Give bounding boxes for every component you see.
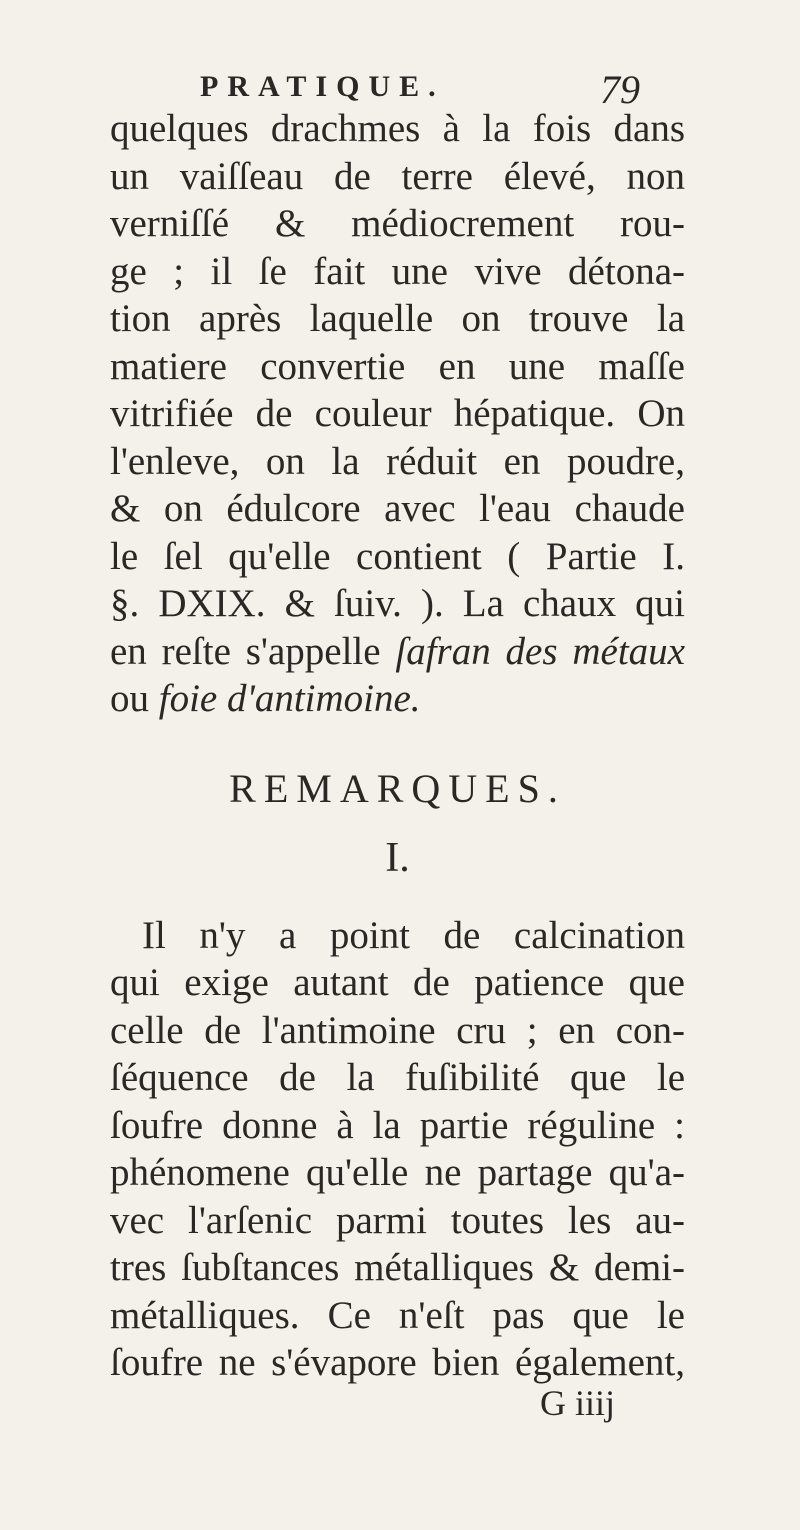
text-line: l'enleve, on la réduit en poudre,	[110, 439, 685, 483]
text-line: & on édulcore avec l'eau chaude	[110, 487, 685, 530]
text-line: vec l'arſenic parmi toutes les au-	[110, 1198, 685, 1242]
signature-mark: G iiij	[539, 1382, 615, 1423]
text-line: un vaiſſeau de terre élevé, non	[110, 154, 685, 198]
text-segment: en reſte s'appelle	[110, 629, 396, 673]
text-line: matiere convertie en une maſſe	[110, 344, 685, 388]
text-segment: ou	[110, 677, 159, 720]
text-line: métalliques. Ce n'eſt pas que le	[110, 1293, 685, 1337]
text-line: tion après laquelle on trouve la	[110, 297, 685, 340]
italic-term: ſafran des métaux	[395, 629, 685, 673]
text-line: verniſſé & médiocrement rou-	[110, 202, 685, 245]
text-line	[110, 675, 685, 723]
text-line: Il n'y a point de calcination	[142, 913, 685, 957]
text-line: ſéquence de la fuſibilité que le	[110, 1056, 685, 1099]
section-number: I.	[385, 834, 410, 881]
text-line: ſoufre ne s'évapore bien également,	[110, 1341, 685, 1384]
text-line: qui exige autant de patience que	[110, 961, 685, 1004]
text-line: le ſel qu'elle contient ( Partie I.	[110, 534, 685, 578]
text-line: tres ſubſtances métalliques & demi-	[110, 1246, 685, 1289]
body-text	[110, 105, 685, 1423]
text-line: quelques drachmes à la fois dans	[110, 107, 685, 150]
text-line: §. DXIX. & ſuiv. ). La chaux qui	[110, 582, 685, 625]
text-line: vitrifiée de couleur hépatique. On	[110, 392, 685, 435]
text-line: ge ; il ſe fait une vive détona-	[110, 249, 685, 293]
page-number: 79	[600, 67, 640, 112]
section-heading: REMARQUES.	[229, 765, 566, 811]
paragraph-2	[110, 912, 685, 1387]
italic-term: foie d'antimoine.	[158, 677, 421, 720]
text-line	[110, 628, 685, 676]
text-line: ſoufre donne à la partie réguline :	[110, 1103, 685, 1147]
text-line: celle de l'antimoine cru ; en con-	[110, 1008, 685, 1052]
page-header	[200, 67, 640, 112]
text-line: phénomene qu'elle ne partage qu'a-	[110, 1151, 685, 1194]
paragraph-1	[110, 105, 685, 723]
running-head: PRATIQUE.	[200, 70, 445, 103]
